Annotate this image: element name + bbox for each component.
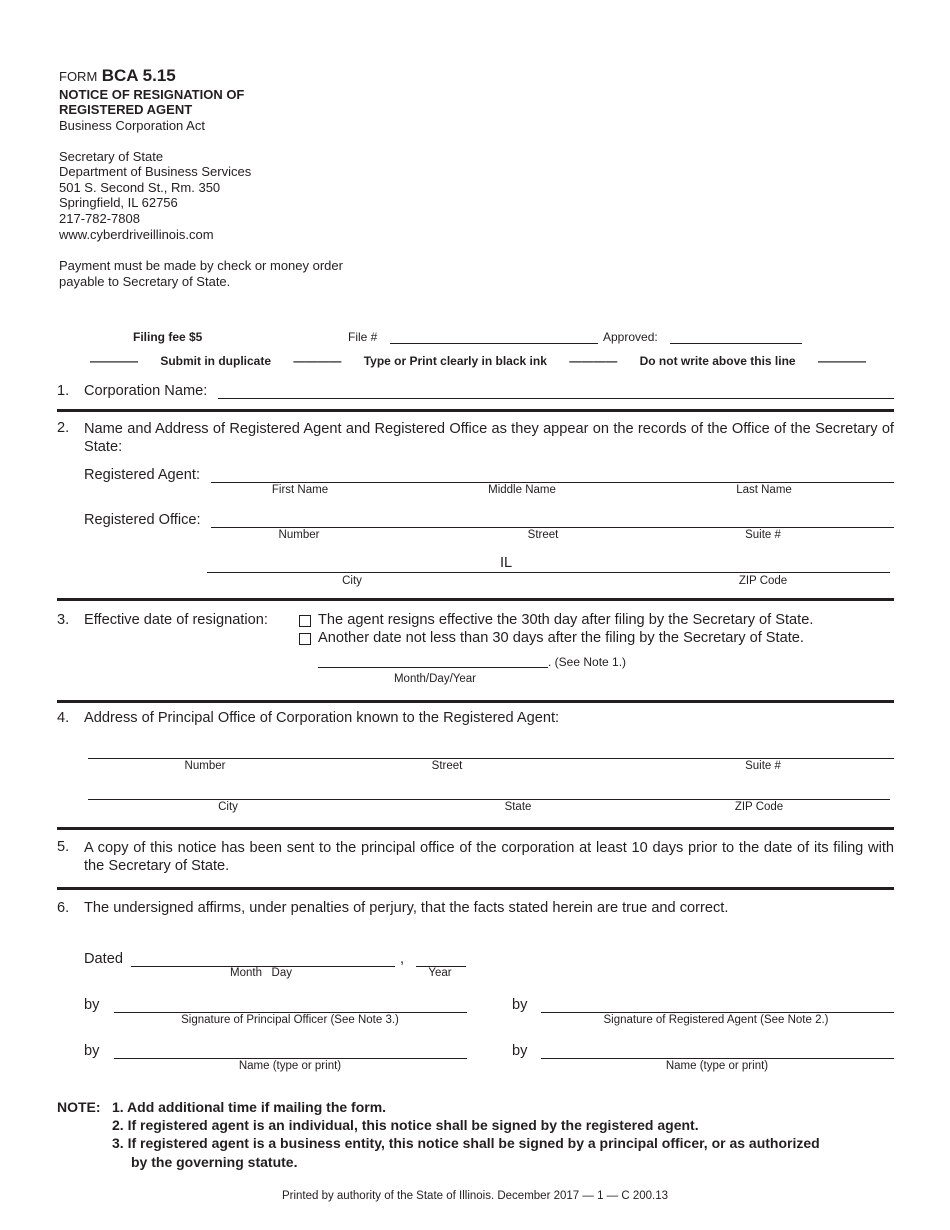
note-label: NOTE: xyxy=(57,1099,101,1115)
dash: ———— xyxy=(569,354,618,368)
form-id xyxy=(59,66,176,86)
registered-agent-signature-field[interactable] xyxy=(541,998,894,1013)
registered-agent-field[interactable] xyxy=(211,467,894,483)
street-caption: Street xyxy=(527,529,559,541)
registered-agent-name-field[interactable] xyxy=(541,1044,894,1059)
by-label: by xyxy=(84,1043,100,1059)
suite-caption: Suite # xyxy=(745,760,781,772)
registered-office-field[interactable] xyxy=(211,512,894,528)
name-print-caption: Name (type or print) xyxy=(238,1060,342,1072)
option-30-day-label: The agent resigns effective the 30th day after filing by the Secretary of State. xyxy=(318,612,814,628)
last-name-caption: Last Name xyxy=(736,484,792,496)
item-number: 5. xyxy=(57,839,70,855)
act-name: Business Corporation Act xyxy=(59,118,205,133)
date-comma: , xyxy=(400,951,405,967)
note-1: 1. Add additional time if mailing the form. xyxy=(112,1099,387,1115)
registered-agent-instructions: Name and Address of Registered Agent and Registered Office as they appear on the records of the Office of the Secretary of State: xyxy=(84,421,894,455)
item-number: 4. xyxy=(57,710,70,726)
dash: ———— xyxy=(90,354,138,368)
no-write-instruction: Do not write above this line xyxy=(639,354,796,368)
effective-date-field[interactable] xyxy=(318,655,548,668)
section-divider xyxy=(57,409,894,412)
suite-caption: Suite # xyxy=(745,529,781,541)
option-30-day-checkbox[interactable] xyxy=(299,615,311,627)
year-caption: Year xyxy=(428,967,452,979)
by-label: by xyxy=(84,997,100,1013)
signature-agent-caption: Signature of Registered Agent (See Note 2.) xyxy=(603,1014,829,1026)
dash: ———— xyxy=(817,354,866,368)
zip-caption: ZIP Code xyxy=(734,801,784,813)
filing-fee: Filing fee $5 xyxy=(133,330,203,344)
item-number: 1. xyxy=(57,383,70,399)
principal-office-city-field[interactable] xyxy=(88,786,890,800)
principal-office-label: Address of Principal Office of Corporation known to the Registered Agent: xyxy=(84,710,560,726)
footer-authority: Printed by authority of the State of Illinois. December 2017 — 1 — C 200.13 xyxy=(281,1190,669,1202)
city-caption: City xyxy=(218,801,238,813)
item-number: 3. xyxy=(57,612,70,628)
file-number-field[interactable] xyxy=(390,330,598,344)
note-3-continued: by the governing statute. xyxy=(131,1154,298,1170)
registered-office-label: Registered Office: xyxy=(84,512,201,528)
file-number-label: File # xyxy=(348,330,378,344)
instructions-bar xyxy=(90,354,866,368)
form-number: BCA 5.15 xyxy=(101,66,176,85)
website: www.cyberdriveillinois.com xyxy=(59,227,214,242)
see-note-1: . (See Note 1.) xyxy=(548,655,627,669)
principal-officer-signature-field[interactable] xyxy=(114,998,467,1013)
number-caption: Number xyxy=(184,760,226,772)
payment-note: Payment must be made by check or money order xyxy=(59,258,343,273)
zip-caption: ZIP Code xyxy=(738,575,788,587)
month-day-caption: Month Day xyxy=(230,967,292,979)
form-title-line2: REGISTERED AGENT xyxy=(59,102,193,117)
dated-label: Dated xyxy=(84,951,123,967)
principal-officer-name-field[interactable] xyxy=(114,1044,467,1059)
option-other-date-label: Another date not less than 30 days after the filing by the Secretary of State. xyxy=(318,630,804,646)
corporation-name-field[interactable] xyxy=(218,384,894,399)
section-divider xyxy=(57,598,894,601)
middle-name-caption: Middle Name xyxy=(488,484,556,496)
number-caption: Number xyxy=(278,529,320,541)
approved-label: Approved: xyxy=(603,330,658,344)
print-instruction: Type or Print clearly in black ink xyxy=(363,354,547,368)
corporation-name-label: Corporation Name: xyxy=(84,383,208,399)
copy-sent-statement: A copy of this notice has been sent to the principal office of the corporation at least 10 days prior to the date of its filing with the Secretary of State. xyxy=(84,840,894,874)
phone-number: 217-782-7808 xyxy=(59,211,140,226)
street-caption: Street xyxy=(431,760,463,772)
payment-note: payable to Secretary of State. xyxy=(59,274,231,289)
state-caption: State xyxy=(504,801,532,813)
by-label: by xyxy=(512,997,528,1013)
by-label: by xyxy=(512,1043,528,1059)
note-2: 2. If registered agent is an individual, this notice shall be signed by the registered agent. xyxy=(112,1117,699,1133)
note-3: 3. If registered agent is a business entity, this notice shall be signed by a principal officer, or as authorized xyxy=(112,1135,820,1151)
signature-officer-caption: Signature of Principal Officer (See Note 3.) xyxy=(181,1014,399,1026)
registered-agent-label: Registered Agent: xyxy=(84,467,201,483)
dated-month-day-field[interactable] xyxy=(131,952,395,967)
form-title-line1: NOTICE OF RESIGNATION OF xyxy=(59,87,245,102)
first-name-caption: First Name xyxy=(271,484,329,496)
item-number: 2. xyxy=(57,420,70,436)
registered-office-city-field[interactable] xyxy=(207,558,890,573)
principal-office-street-field[interactable] xyxy=(88,745,894,759)
address-line: Secretary of State xyxy=(59,149,164,164)
state-value: IL xyxy=(500,555,513,571)
approved-field[interactable] xyxy=(670,330,802,344)
section-divider xyxy=(57,887,894,890)
address-line: Springfield, IL 62756 xyxy=(59,195,178,210)
dated-year-field[interactable] xyxy=(416,952,466,967)
submit-instruction: Submit in duplicate xyxy=(160,354,272,368)
section-divider xyxy=(57,827,894,830)
perjury-statement: The undersigned affirms, under penalties of perjury, that the facts stated herein are true and correct. xyxy=(84,900,729,916)
date-format-caption: Month/Day/Year xyxy=(393,673,477,685)
section-divider xyxy=(57,700,894,703)
option-other-date-checkbox[interactable] xyxy=(299,633,311,645)
name-print-caption: Name (type or print) xyxy=(665,1060,769,1072)
dash: ———— xyxy=(293,354,342,368)
item-number: 6. xyxy=(57,900,70,916)
form-prefix: FORM xyxy=(59,69,98,84)
address-line: 501 S. Second St., Rm. 350 xyxy=(59,180,221,195)
city-caption: City xyxy=(342,575,362,587)
address-line: Department of Business Services xyxy=(59,164,252,179)
effective-date-label: Effective date of resignation: xyxy=(84,612,268,628)
